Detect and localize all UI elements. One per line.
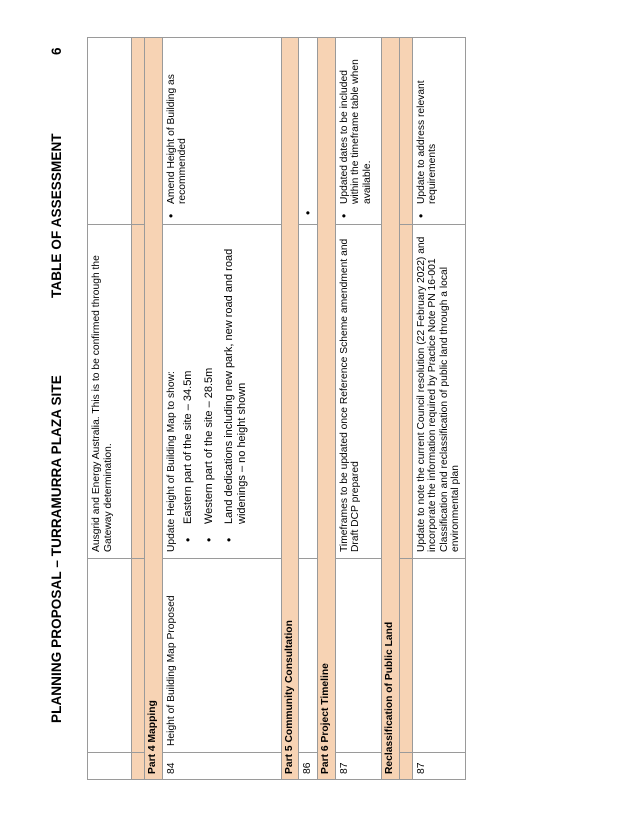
document-header-title: PLANNING PROPOSAL – TURRAMURRA PLAZA SITE: [49, 375, 64, 723]
section-heading-reclassification: [382, 38, 400, 780]
table-row-continuation: [88, 38, 132, 780]
assessment-table: [87, 37, 466, 780]
cell-item: [335, 559, 382, 753]
list-item: • Updated dates to be included within the timeframe table when available.: [339, 44, 374, 218]
cell-comment: Ausgrid and Energy Australia. This is to be confirmed through the Gateway determination.: [88, 225, 132, 559]
cell-num: [88, 753, 132, 780]
action-list: [416, 44, 439, 218]
section-title: Part 5 Community Consultation: [281, 38, 299, 780]
page-number: 6: [49, 47, 64, 55]
bullet-icon: •: [301, 210, 315, 215]
table-row-84: [162, 38, 281, 780]
cell-num: 84: [162, 753, 281, 780]
cell-item: [299, 559, 318, 753]
section-heading-part6: [318, 38, 336, 780]
table-row-86: [299, 38, 318, 780]
section-heading-part5: [281, 38, 299, 780]
list-item: • Amend Height of Building as recommended: [166, 44, 189, 218]
table-row-87: [335, 38, 382, 780]
section-title: Part 4 Mapping: [145, 38, 163, 780]
section-title: Part 6 Project Timeline: [318, 38, 336, 780]
list-item: • Western part of the site – 28.5m: [203, 231, 216, 544]
section-title: Reclassification of Public Land: [382, 38, 400, 780]
cell-action: [335, 38, 382, 225]
height-list: [182, 231, 248, 552]
cell-item: [412, 559, 465, 753]
section-spacer: [132, 38, 145, 780]
action-list: [166, 44, 189, 218]
cell-num: 87: [412, 753, 465, 780]
list-item: • Land dedications including new park, new road and road widenings – no height shown: [223, 231, 248, 544]
cell-comment: Update to note the current Council resolution (22 February 2022) and incorporate the information required by Practice Note PN 16-001 Classification and reclassification of public land through a local environmental plan: [412, 225, 465, 559]
cell-action: [412, 38, 465, 225]
section-spacer: [399, 38, 412, 780]
section-heading-part4: [145, 38, 163, 780]
cell-item: Height of Building Map Proposed: [162, 559, 281, 753]
cell-action: [88, 38, 132, 225]
cell-comment: [299, 225, 318, 559]
cell-action: [162, 38, 281, 225]
list-item: • Update to address relevant requirements: [416, 44, 439, 218]
cell-item: [88, 559, 132, 753]
cell-num: 87: [335, 753, 382, 780]
comment-intro: Update Height of Building Map to show:: [165, 371, 177, 552]
cell-comment: Timeframes to be updated once Reference Scheme amendment and Draft DCP prepared: [335, 225, 382, 559]
cell-action: [299, 38, 318, 225]
cell-comment: [162, 225, 281, 559]
list-item: • Eastern part of the site – 34.5m: [182, 231, 195, 544]
action-list: [339, 44, 374, 218]
document-header-section: TABLE OF ASSESSMENT: [49, 133, 64, 298]
table-row-87-reclassification: [412, 38, 465, 780]
cell-num: 86: [299, 753, 318, 780]
